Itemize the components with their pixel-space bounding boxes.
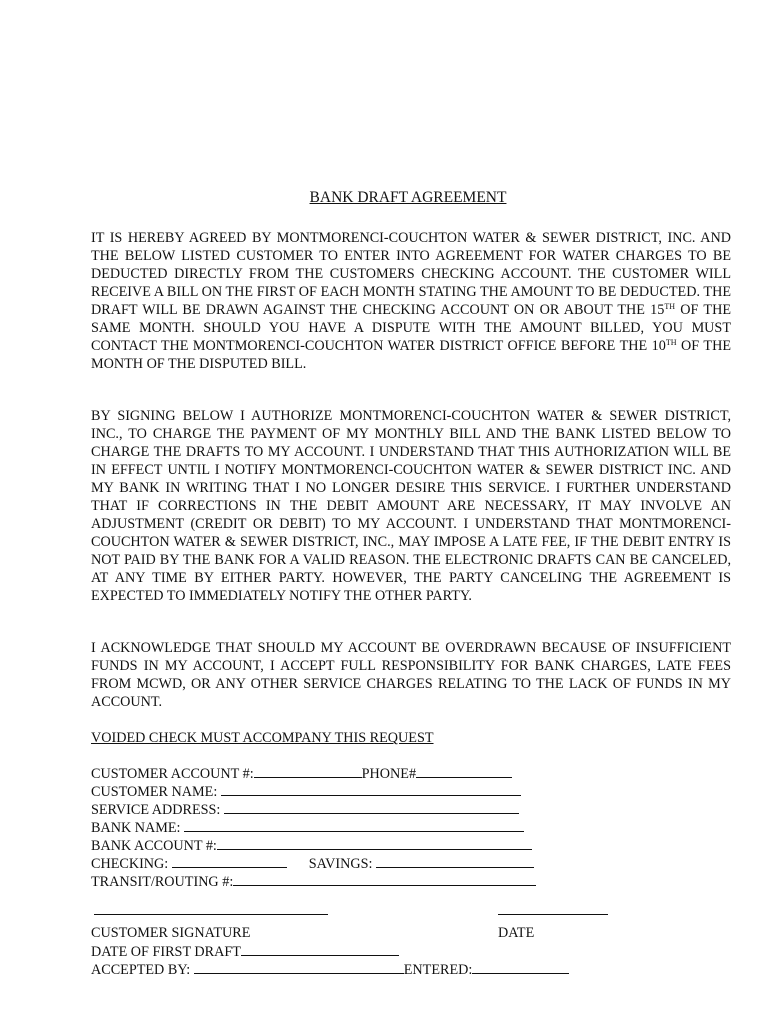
agreement-text-part2: OF THE SAME MONTH. SHOULD YOU HAVE A DISPUTE WITH THE AMOUNT BILLED, YOU MUST CONTACT THE MONTMORENCI-COUCHTON WATER DISTRICT OFFICE BEFORE THE 10 <box>91 302 731 354</box>
service-address-label: SERVICE ADDRESS: <box>91 802 224 818</box>
bank-account-label: BANK ACCOUNT #: <box>91 838 217 854</box>
accepted-entered-row <box>91 960 569 979</box>
voided-check-note: VOIDED CHECK MUST ACCOMPANY THIS REQUEST <box>91 730 434 746</box>
agreement-text-part3: OF THE MONTH OF THE DISPUTED BILL. <box>91 338 731 372</box>
acknowledgement-paragraph: I ACKNOWLEDGE THAT SHOULD MY ACCOUNT BE OVERDRAWN BECAUSE OF INSUFFICIENT FUNDS IN MY ACCOUNT, I ACCEPT FULL RESPONSIBILITY FOR BANK CHARGES, LATE FEES FROM MCWD, OR ANY OTHER SERVICE CHARGES RELATING TO THE LACK OF FUNDS IN MY ACCOUNT. <box>91 640 731 710</box>
savings-field[interactable] <box>376 854 534 868</box>
customer-account-label: CUSTOMER ACCOUNT #: <box>91 766 254 782</box>
phone-label: PHONE# <box>361 766 417 782</box>
agreement-paragraph <box>91 229 731 373</box>
service-address-field[interactable] <box>224 800 519 814</box>
transit-routing-field[interactable] <box>233 872 536 886</box>
accepted-by-label: ACCEPTED BY: <box>91 962 194 978</box>
bank-name-row <box>91 818 731 836</box>
first-draft-field[interactable] <box>241 942 399 956</box>
entered-label: ENTERED: <box>403 962 473 978</box>
first-draft-row <box>91 942 399 961</box>
customer-name-label: CUSTOMER NAME: <box>91 784 221 800</box>
phone-field[interactable] <box>416 764 512 778</box>
bank-account-row <box>91 836 731 854</box>
transit-routing-label: TRANSIT/ROUTING #: <box>91 874 234 890</box>
transit-routing-row <box>91 872 731 890</box>
bank-account-field[interactable] <box>217 836 532 850</box>
document-title: BANK DRAFT AGREEMENT <box>309 189 507 206</box>
accepted-by-field[interactable] <box>194 960 404 974</box>
checking-field[interactable] <box>172 854 287 868</box>
date-label: DATE <box>498 925 535 941</box>
customer-signature-line[interactable] <box>94 914 328 915</box>
customer-account-field[interactable] <box>254 764 362 778</box>
service-address-row <box>91 800 731 818</box>
authorization-paragraph: BY SIGNING BELOW I AUTHORIZE MONTMORENCI-COUCHTON WATER & SEWER DISTRICT, INC., TO CHARGE THE PAYMENT OF MY MONTHLY BILL AND THE BANK LISTED BELOW TO CHARGE THE DRAFTS TO MY ACCOUNT. I UNDERSTAND THAT THIS AUTHORIZATION WILL BE IN EFFECT UNTIL I NOTIFY MONTMORENCI-COUCHTON WATER & SEWER DISTRICT INC. AND MY BANK IN WRITING THAT I NO LONGER DESIRE THIS SERVICE. I FURTHER UNDERSTAND THAT IF CORRECTIONS IN THE DEBIT AMOUNT ARE NECESSARY, IT MAY INVOLVE AN ADJUSTMENT (CREDIT OR DEBIT) TO MY ACCOUNT. I UNDERSTAND THAT MONTMORENCI-COUCHTON WATER & SEWER DISTRICT, INC., MAY IMPOSE A LATE FEE, IF THE DEBIT ENTRY IS NOT PAID BY THE BANK FOR A VALID REASON. THE ELECTRONIC DRAFTS CAN BE CANCELED, AT ANY TIME BY EITHER PARTY. HOWEVER, THE PARTY CANCELING THE AGREEMENT IS EXPECTED TO IMMEDIATELY NOTIFY THE OTHER PARTY. <box>91 408 731 604</box>
customer-account-row <box>91 764 731 782</box>
customer-signature-label: CUSTOMER SIGNATURE <box>91 925 251 941</box>
ordinal-suffix: TH <box>665 338 677 347</box>
first-draft-label: DATE OF FIRST DRAFT <box>91 944 241 960</box>
bank-name-label: BANK NAME: <box>91 820 185 836</box>
entered-field[interactable] <box>472 960 569 974</box>
agreement-text-part1: IT IS HEREBY AGREED BY MONTMORENCI-COUCHTON WATER & SEWER DISTRICT, INC. AND THE BELOW LISTED CUSTOMER TO ENTER INTO AGREEMENT FOR WATER CHARGES TO BE DEDUCTED DIRECTLY FROM THE CUSTOMERS CHECKING ACCOUNT. THE CUSTOMER WILL RECEIVE A BILL ON THE FIRST OF EACH MONTH STATING THE AMOUNT TO BE DEDUCTED. THE DRAFT WILL BE DRAWN AGAINST THE CHECKING ACCOUNT ON OR ABOUT THE 15 <box>91 230 731 318</box>
customer-name-field[interactable] <box>221 782 521 796</box>
customer-name-row <box>91 782 731 800</box>
ordinal-suffix: TH <box>664 302 676 311</box>
bank-name-field[interactable] <box>184 818 524 832</box>
savings-label: SAVINGS: <box>308 856 376 872</box>
account-type-row <box>91 854 731 872</box>
signature-date-line[interactable] <box>498 914 608 915</box>
customer-info-form <box>91 764 731 890</box>
checking-label: CHECKING: <box>91 856 172 872</box>
